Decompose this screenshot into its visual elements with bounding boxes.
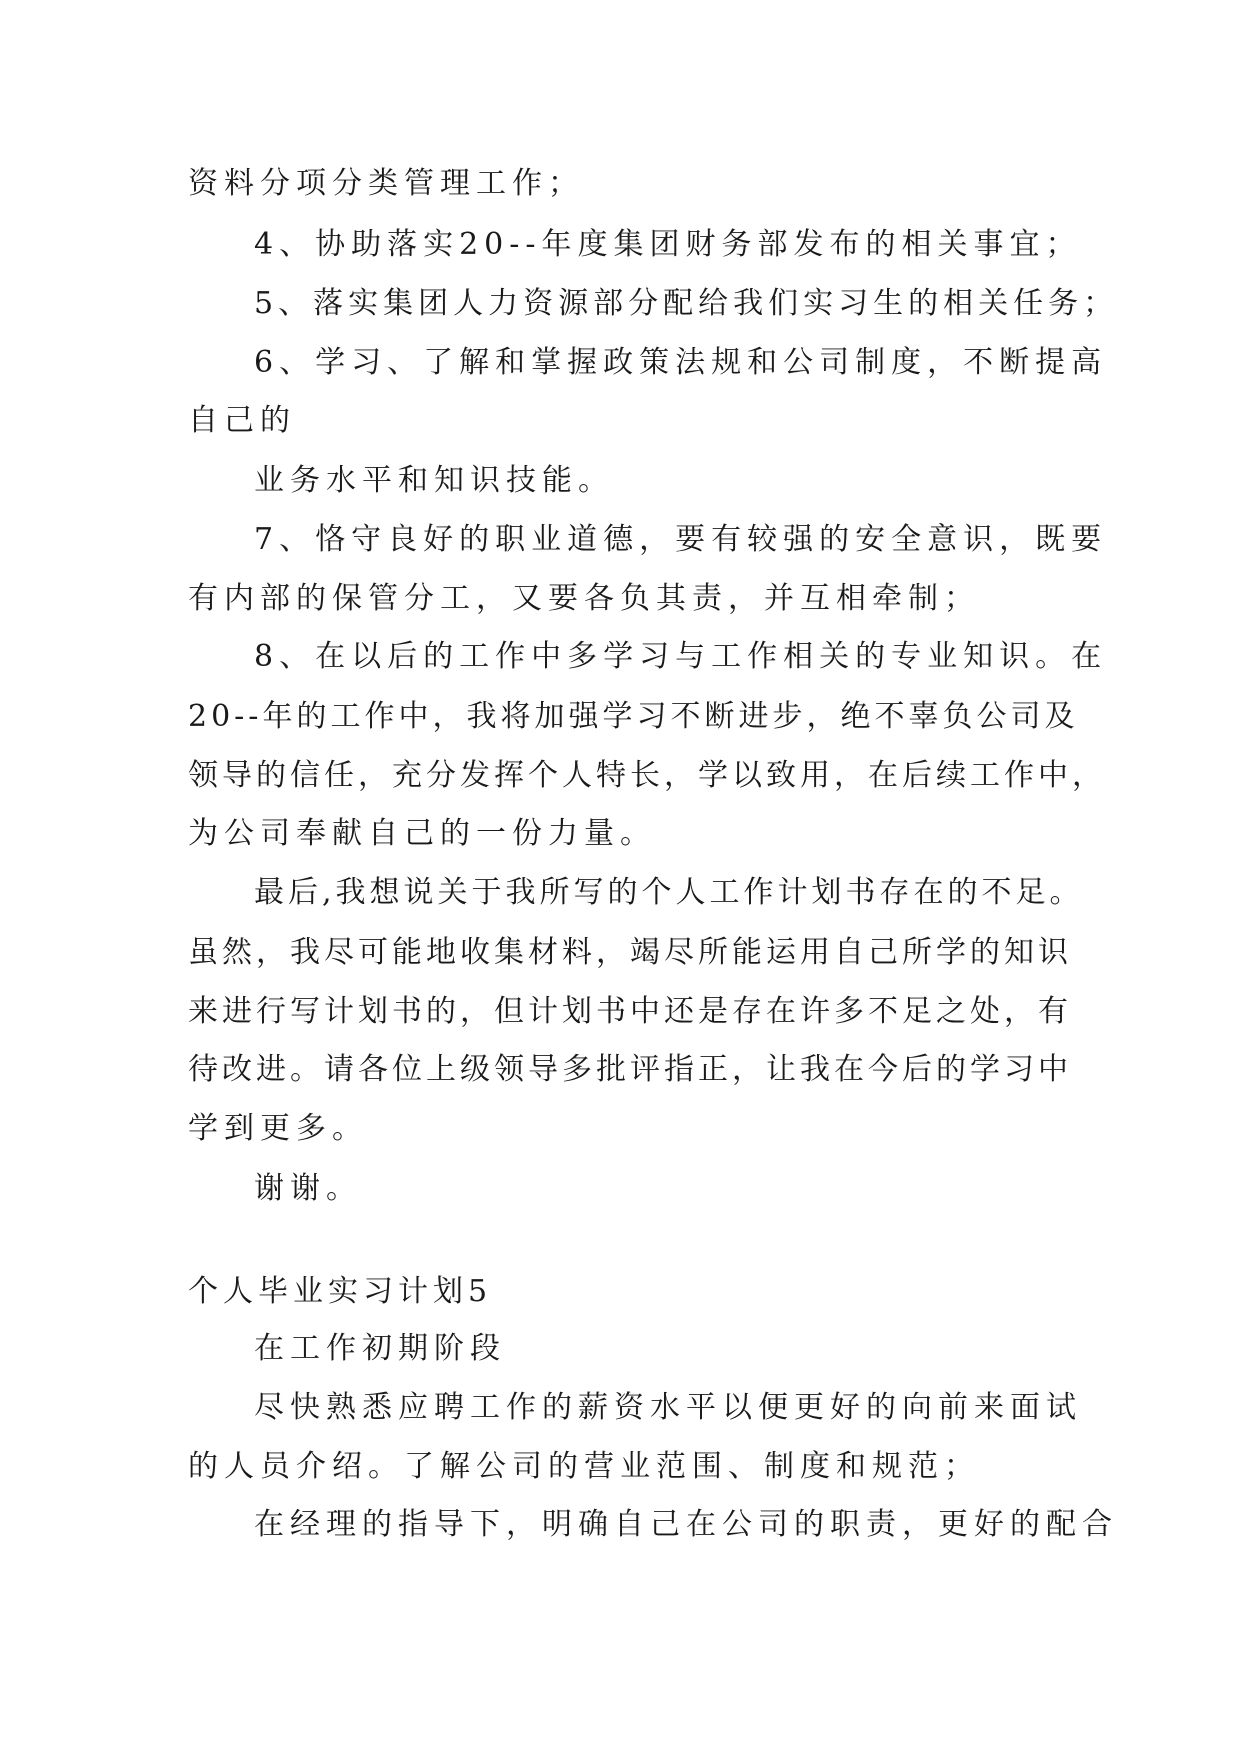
text-line: 领导的信任，充分发挥个人特长，学以致用，在后续工作中， xyxy=(188,758,1106,793)
text-line: 虽然，我尽可能地收集材料，竭尽所能运用自己所学的知识 xyxy=(188,935,1072,970)
text-line: 最后,我想说关于我所写的个人工作计划书存在的不足。 xyxy=(254,875,1084,910)
text-line: 谢谢。 xyxy=(254,1171,362,1206)
text-line: 在经理的指导下，明确自己在公司的职责，更好的配合 xyxy=(254,1507,1118,1542)
section-heading: 个人毕业实习计划5 xyxy=(188,1274,493,1309)
text-line: 5、落实集团人力资源部分配给我们实习生的相关任务； xyxy=(254,286,1119,321)
text-line: 有内部的保管分工，又要各负其责，并互相牵制； xyxy=(188,581,980,616)
text-line: 资料分项分类管理工作； xyxy=(188,166,584,201)
text-line: 8、在以后的工作中多学习与工作相关的专业知识。在 xyxy=(254,639,1108,674)
text-line: 自己的 xyxy=(188,403,296,438)
text-line: 为公司奉献自己的一份力量。 xyxy=(188,816,656,851)
text-line: 来进行写计划书的，但计划书中还是存在许多不足之处，有 xyxy=(188,994,1072,1029)
text-line: 7、恪守良好的职业道德，要有较强的安全意识，既要 xyxy=(254,522,1108,557)
text-line: 学到更多。 xyxy=(188,1111,368,1146)
text-line: 待改进。请各位上级领导多批评指正，让我在今后的学习中 xyxy=(188,1052,1072,1087)
text-line: 的人员介绍。了解公司的营业范围、制度和规范； xyxy=(188,1449,980,1484)
text-line: 6、学习、了解和掌握政策法规和公司制度，不断提高 xyxy=(254,345,1108,380)
text-line: 业务水平和知识技能。 xyxy=(254,463,614,498)
text-line: 4、协助落实20--年度集团财务部发布的相关事宜； xyxy=(254,227,1082,262)
text-line: 尽快熟悉应聘工作的薪资水平以便更好的向前来面试 xyxy=(254,1390,1082,1425)
text-line: 20--年的工作中，我将加强学习不断进步，绝不辜负公司及 xyxy=(188,699,1079,734)
text-line: 在工作初期阶段 xyxy=(254,1331,506,1366)
